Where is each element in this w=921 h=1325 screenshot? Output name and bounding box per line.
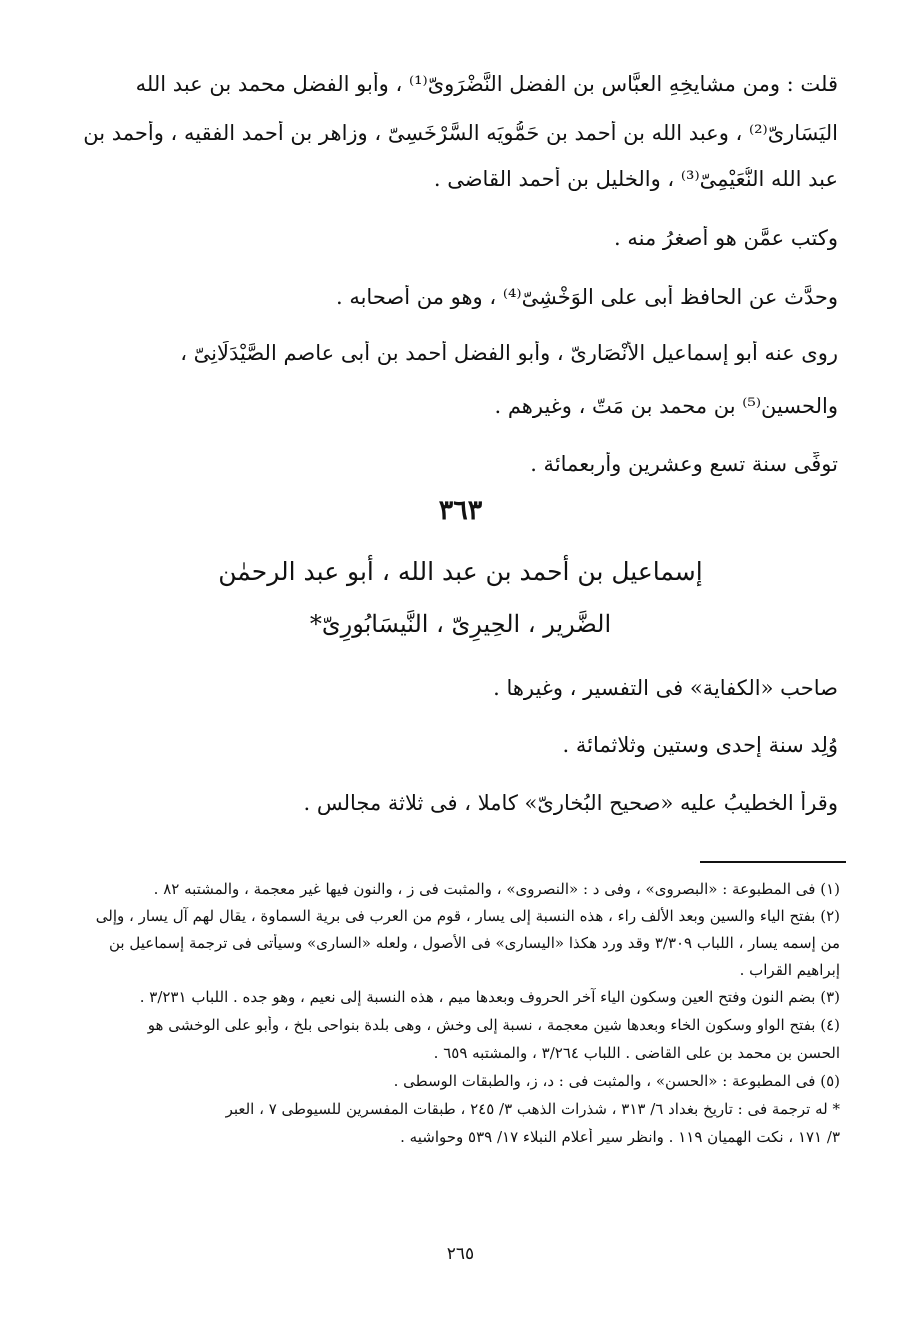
text-line: والحسين⁽⁵⁾ بن محمد بن مَتّ ، وغيرهم . bbox=[494, 394, 838, 418]
footnote-line: (٣) بضم النون وفتح العين وسكون الياء آخر الحروف وبعدها ميم ، هذه النسبة إلى نعيم ، وهو جده . اللباب ٣/٢٣١ . bbox=[139, 988, 840, 1006]
text-line: عبد الله النُّعَيْمِىّ⁽³⁾ ، والخليل بن أحمد القاضى . bbox=[433, 167, 838, 191]
text-line: توفِّى سنة تسع وعشرين وأربعمائة . bbox=[530, 452, 838, 476]
footnote-line: (٢) بفتح الياء والسين وبعد الألف راء ، هذه النسبة إلى يسار ، قوم من العرب فى برية السماوة ، يقال لهم آل يسار ، وإلى bbox=[95, 907, 840, 925]
footnote-line: من إسمه يسار ، اللباب ٣/٣٠٩ وقد ورد هكذا «اليسارى» فى الأصول ، ولعله «السارى» وسيأتى فى ترجمة إسماعيل بن bbox=[109, 934, 840, 952]
footnote-line: ٣/ ١٧١ ، نكت الهميان ١١٩ . وانظر سير أعلام النبلاء ١٧/ ٥٣٩ وحواشيه . bbox=[400, 1128, 840, 1146]
entry-subtitle: الضَّرير ، الحِيرِىّ ، النَّيسَابُورِىّ* bbox=[309, 610, 612, 638]
text-line: اليَسَارِىّ⁽²⁾ ، وعبد الله بن أحمد بن حَمُّويَه السَّرْخَسِىّ ، وزاهر بن أحمد الفقيه ، وأحمد بن bbox=[83, 121, 838, 145]
text-line: وكتب عمَّن هو أصغرُ منه . bbox=[614, 226, 838, 250]
footnote-line: * له ترجمة فى : تاريخ بغداد ٦/ ٣١٣ ، شذرات الذهب ٣/ ٢٤٥ ، طبقات المفسرين للسيوطى ٧ ، العبر bbox=[225, 1100, 840, 1118]
text-line: وحدَّث عن الحافظ أبى على الوَخْشِىّ⁽⁴⁾ ، وهو من أصحابه . bbox=[335, 285, 838, 309]
page-number: ٢٦٥ bbox=[446, 1244, 475, 1264]
entry-title: إسماعيل بن أحمد بن عبد الله ، أبو عبد الرحمٰن bbox=[218, 557, 703, 586]
entry-number: ٣٦٣ bbox=[438, 495, 483, 526]
footnote-line: (٥) فى المطبوعة : «الحسن» ، والمثبت فى : د، ز، والطبقات الوسطى . bbox=[393, 1072, 840, 1090]
footnote-line: (٤) بفتح الواو وسكون الخاء وبعدها شين معجمة ، نسبة إلى وخش ، وهى بلدة بنواحى بلخ ، وأبو على الوخشى هو bbox=[147, 1016, 840, 1034]
footnote-divider bbox=[700, 861, 846, 863]
text-line: قلت : ومن مشايخِهِ العبَّاس بن الفضل النَّضْرَوِىّ⁽¹⁾ ، وأبو الفضل محمد بن عبد الله bbox=[135, 72, 838, 96]
entry-text-line: وقرأ الخطيبُ عليه «صحيح البُخارِىّ» كاملا ، فى ثلاثة مجالس . bbox=[303, 791, 838, 815]
text-line: روى عنه أبو إسماعيل الأنْصَارِىّ ، وأبو الفضل أحمد بن أبى عاصم الصَّيْدَلَانِىّ ، bbox=[180, 341, 838, 365]
entry-text-line: صاحب «الكفاية» فى التفسير ، وغيرها . bbox=[493, 676, 838, 700]
footnote-line: الحسن بن محمد بن على القاضى . اللباب ٣/٢٦٤ ، والمشتبه ٦٥٩ . bbox=[433, 1044, 840, 1062]
footnote-line: (١) فى المطبوعة : «البصروى» ، وفى د : «النصروى» ، والمثبت فى ز ، والنون فيها غير معجمة ، والمشتبه ٨٢ . bbox=[153, 880, 840, 898]
entry-text-line: وُلِد سنة إحدى وستين وثلاثمائة . bbox=[562, 733, 838, 757]
footnote-line: إبراهيم القراب . bbox=[739, 961, 840, 979]
